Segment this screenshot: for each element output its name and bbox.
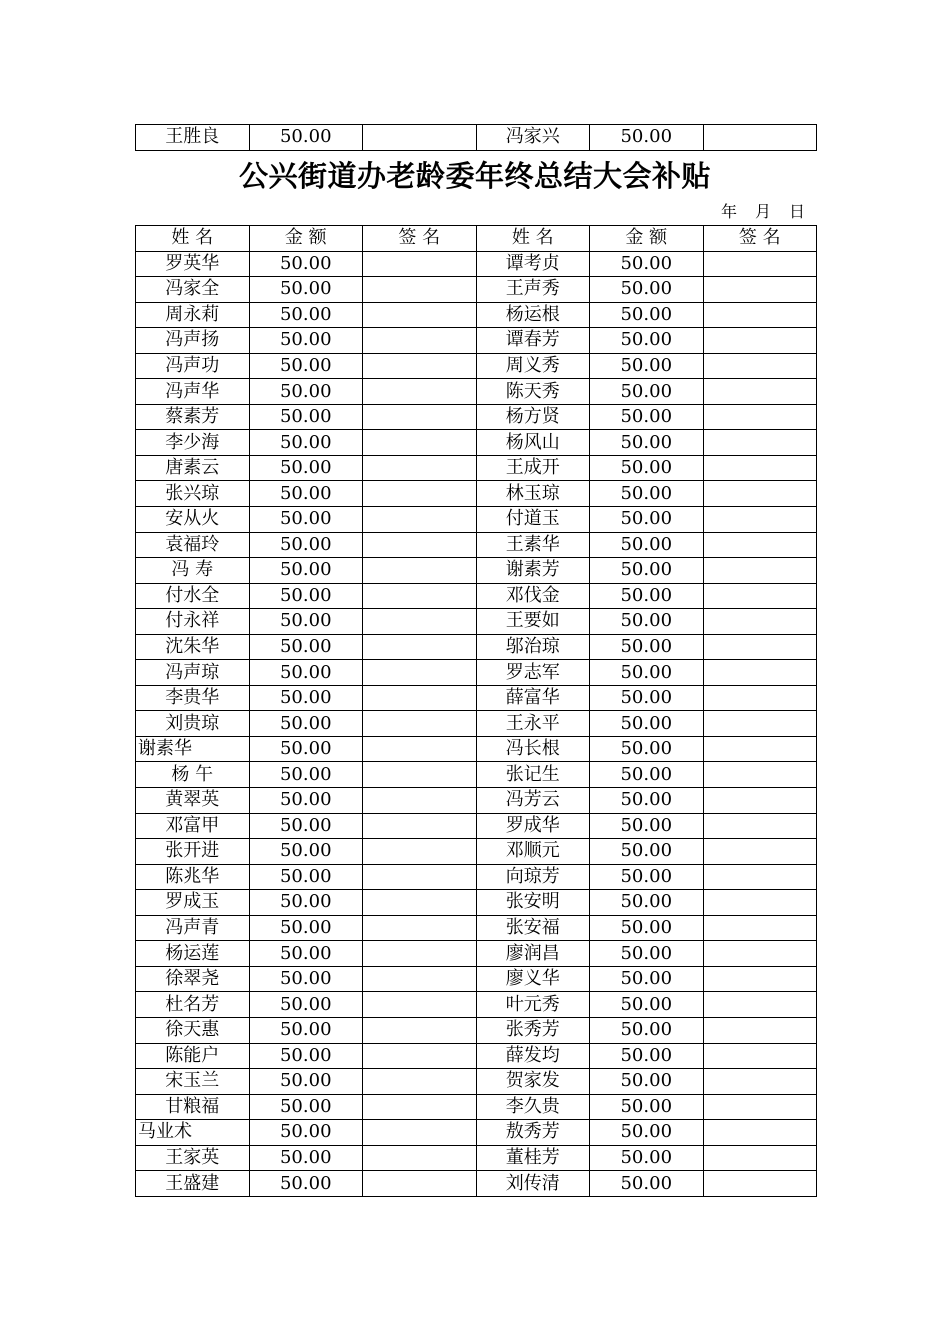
- name-cell: 李贵华: [136, 685, 250, 711]
- amount-cell: 50.00: [590, 1043, 704, 1069]
- signature-cell: [363, 966, 477, 992]
- signature-cell: [703, 660, 817, 686]
- amount-cell: 50.00: [590, 813, 704, 839]
- amount-cell: 50.00: [249, 711, 363, 737]
- signature-cell: [363, 328, 477, 354]
- name-cell: 张记生: [476, 762, 590, 788]
- signature-cell: [703, 328, 817, 354]
- amount-cell: 50.00: [590, 507, 704, 533]
- name-cell: 周义秀: [476, 353, 590, 379]
- name-cell: 王胜良: [136, 125, 250, 151]
- table-row: [136, 992, 817, 1018]
- name-cell: 向琼芳: [476, 864, 590, 890]
- signature-cell: [703, 353, 817, 379]
- name-cell: 徐翠尧: [136, 966, 250, 992]
- amount-cell: 50.00: [249, 609, 363, 635]
- carry-over-table: [135, 124, 817, 151]
- amount-cell: 50.00: [590, 941, 704, 967]
- table-row: [136, 532, 817, 558]
- name-cell: 周永莉: [136, 302, 250, 328]
- amount-cell: 50.00: [590, 864, 704, 890]
- name-cell: 李久贵: [476, 1094, 590, 1120]
- name-cell: 杜名芳: [136, 992, 250, 1018]
- signature-cell: [363, 251, 477, 277]
- name-cell: 冯声扬: [136, 328, 250, 354]
- name-cell: 冯 寿: [136, 558, 250, 584]
- amount-cell: 50.00: [249, 1145, 363, 1171]
- name-cell: 贺家发: [476, 1069, 590, 1095]
- amount-cell: 50.00: [249, 1120, 363, 1146]
- name-cell: 罗成华: [476, 813, 590, 839]
- signature-cell: [363, 455, 477, 481]
- table-row: [136, 404, 817, 430]
- amount-cell: 50.00: [249, 660, 363, 686]
- signature-cell: [363, 711, 477, 737]
- amount-cell: 50.00: [590, 455, 704, 481]
- name-cell: 蔡素芳: [136, 404, 250, 430]
- signature-cell: [703, 455, 817, 481]
- signature-cell: [703, 532, 817, 558]
- signature-cell: [703, 966, 817, 992]
- name-cell: 林玉琼: [476, 481, 590, 507]
- name-cell: 谢素华: [136, 736, 250, 762]
- name-cell: 邓伐金: [476, 583, 590, 609]
- amount-cell: 50.00: [590, 711, 704, 737]
- signature-cell: [703, 251, 817, 277]
- header-name: 姓 名: [476, 226, 590, 252]
- amount-cell: 50.00: [590, 1069, 704, 1095]
- name-cell: 冯声琼: [136, 660, 250, 686]
- amount-cell: 50.00: [590, 353, 704, 379]
- amount-cell: 50.00: [249, 685, 363, 711]
- name-cell: 甘粮福: [136, 1094, 250, 1120]
- amount-cell: 50.00: [249, 507, 363, 533]
- name-cell: 付道玉: [476, 507, 590, 533]
- signature-cell: [703, 1145, 817, 1171]
- name-cell: 廖润昌: [476, 941, 590, 967]
- signature-cell: [703, 583, 817, 609]
- table-row: [136, 864, 817, 890]
- header-name: 姓 名: [136, 226, 250, 252]
- name-cell: 徐天惠: [136, 1017, 250, 1043]
- name-cell: 冯声华: [136, 379, 250, 405]
- amount-cell: 50.00: [590, 1145, 704, 1171]
- name-cell: 唐素云: [136, 455, 250, 481]
- header-signature: 签 名: [363, 226, 477, 252]
- signature-cell: [363, 302, 477, 328]
- name-cell: 张安福: [476, 915, 590, 941]
- amount-cell: 50.00: [590, 839, 704, 865]
- amount-cell: 50.00: [590, 1094, 704, 1120]
- amount-cell: 50.00: [249, 736, 363, 762]
- amount-cell: 50.00: [590, 915, 704, 941]
- name-cell: 叶元秀: [476, 992, 590, 1018]
- table-row: [136, 788, 817, 814]
- name-cell: 付水全: [136, 583, 250, 609]
- amount-cell: 50.00: [249, 813, 363, 839]
- name-cell: 杨运根: [476, 302, 590, 328]
- signature-cell: [363, 788, 477, 814]
- amount-cell: 50.00: [590, 558, 704, 584]
- amount-cell: 50.00: [249, 1043, 363, 1069]
- amount-cell: 50.00: [590, 1120, 704, 1146]
- subsidy-table: [135, 225, 817, 1197]
- table-row: [136, 685, 817, 711]
- name-cell: 刘贵琼: [136, 711, 250, 737]
- name-cell: 张开进: [136, 839, 250, 865]
- table-row: [136, 1043, 817, 1069]
- amount-cell: 50.00: [249, 481, 363, 507]
- amount-cell: 50.00: [249, 1094, 363, 1120]
- table-row: [136, 430, 817, 456]
- name-cell: 杨风山: [476, 430, 590, 456]
- name-cell: 敖秀芳: [476, 1120, 590, 1146]
- amount-cell: 50.00: [590, 890, 704, 916]
- signature-cell: [363, 813, 477, 839]
- amount-cell: 50.00: [249, 966, 363, 992]
- table-row: [136, 634, 817, 660]
- amount-cell: 50.00: [249, 1171, 363, 1197]
- signature-cell: [363, 353, 477, 379]
- signature-cell: [703, 125, 817, 151]
- signature-cell: [703, 941, 817, 967]
- amount-cell: 50.00: [249, 404, 363, 430]
- name-cell: 廖义华: [476, 966, 590, 992]
- amount-cell: 50.00: [590, 583, 704, 609]
- signature-cell: [703, 1017, 817, 1043]
- amount-cell: 50.00: [249, 302, 363, 328]
- name-cell: 张秀芳: [476, 1017, 590, 1043]
- signature-cell: [363, 685, 477, 711]
- signature-cell: [703, 277, 817, 303]
- table-row: [136, 302, 817, 328]
- signature-cell: [703, 430, 817, 456]
- name-cell: 邓富甲: [136, 813, 250, 839]
- signature-cell: [703, 813, 817, 839]
- signature-cell: [363, 1017, 477, 1043]
- amount-cell: 50.00: [249, 992, 363, 1018]
- name-cell: 谢素芳: [476, 558, 590, 584]
- table-row: [136, 353, 817, 379]
- amount-cell: 50.00: [590, 762, 704, 788]
- name-cell: 宋玉兰: [136, 1069, 250, 1095]
- signature-cell: [363, 992, 477, 1018]
- name-cell: 冯芳云: [476, 788, 590, 814]
- signature-cell: [363, 941, 477, 967]
- table-row: [136, 711, 817, 737]
- signature-cell: [363, 609, 477, 635]
- signature-cell: [363, 915, 477, 941]
- amount-cell: 50.00: [249, 634, 363, 660]
- signature-cell: [703, 762, 817, 788]
- amount-cell: 50.00: [590, 788, 704, 814]
- signature-cell: [363, 583, 477, 609]
- signature-cell: [703, 915, 817, 941]
- amount-cell: 50.00: [249, 915, 363, 941]
- name-cell: 陈兆华: [136, 864, 250, 890]
- amount-cell: 50.00: [249, 379, 363, 405]
- name-cell: 刘传清: [476, 1171, 590, 1197]
- amount-cell: 50.00: [590, 532, 704, 558]
- table-row: [136, 941, 817, 967]
- name-cell: 董桂芳: [476, 1145, 590, 1171]
- table-row: [136, 1120, 817, 1146]
- table-row: [136, 125, 817, 151]
- amount-cell: 50.00: [590, 1017, 704, 1043]
- amount-cell: 50.00: [249, 941, 363, 967]
- signature-cell: [703, 685, 817, 711]
- signature-cell: [703, 302, 817, 328]
- name-cell: 邬治琼: [476, 634, 590, 660]
- name-cell: 冯长根: [476, 736, 590, 762]
- amount-cell: 50.00: [249, 251, 363, 277]
- table-row: [136, 328, 817, 354]
- table-row: [136, 481, 817, 507]
- amount-cell: 50.00: [590, 277, 704, 303]
- signature-cell: [363, 1171, 477, 1197]
- name-cell: 薛发均: [476, 1043, 590, 1069]
- signature-cell: [703, 1069, 817, 1095]
- signature-cell: [363, 736, 477, 762]
- name-cell: 马业术: [136, 1120, 250, 1146]
- name-cell: 杨运莲: [136, 941, 250, 967]
- amount-cell: 50.00: [590, 660, 704, 686]
- table-row: [136, 251, 817, 277]
- name-cell: 王永平: [476, 711, 590, 737]
- signature-cell: [363, 1069, 477, 1095]
- table-row: [136, 609, 817, 635]
- amount-cell: 50.00: [249, 430, 363, 456]
- amount-cell: 50.00: [249, 864, 363, 890]
- table-row: [136, 1094, 817, 1120]
- table-row: [136, 966, 817, 992]
- signature-cell: [363, 1120, 477, 1146]
- signature-cell: [363, 379, 477, 405]
- amount-cell: 50.00: [249, 762, 363, 788]
- table-row: [136, 277, 817, 303]
- table-row: [136, 379, 817, 405]
- name-cell: 沈朱华: [136, 634, 250, 660]
- signature-cell: [363, 1145, 477, 1171]
- table-row: [136, 1145, 817, 1171]
- amount-cell: 50.00: [249, 328, 363, 354]
- signature-cell: [363, 430, 477, 456]
- date-line: 年 月 日: [720, 202, 806, 221]
- signature-cell: [703, 736, 817, 762]
- signature-cell: [703, 507, 817, 533]
- name-cell: 谭考贞: [476, 251, 590, 277]
- name-cell: 冯声功: [136, 353, 250, 379]
- name-cell: 罗成玉: [136, 890, 250, 916]
- amount-cell: 50.00: [590, 634, 704, 660]
- name-cell: 王声秀: [476, 277, 590, 303]
- table-row: [136, 890, 817, 916]
- signature-cell: [703, 992, 817, 1018]
- signature-cell: [363, 660, 477, 686]
- name-cell: 王成开: [476, 455, 590, 481]
- header-amount: 金 额: [590, 226, 704, 252]
- name-cell: 安从火: [136, 507, 250, 533]
- amount-cell: 50.00: [590, 992, 704, 1018]
- signature-cell: [703, 864, 817, 890]
- amount-cell: 50.00: [249, 455, 363, 481]
- signature-cell: [703, 481, 817, 507]
- name-cell: 黄翠英: [136, 788, 250, 814]
- name-cell: 杨方贤: [476, 404, 590, 430]
- name-cell: 罗英华: [136, 251, 250, 277]
- signature-cell: [363, 404, 477, 430]
- amount-cell: 50.00: [590, 379, 704, 405]
- signature-cell: [363, 507, 477, 533]
- amount-cell: 50.00: [590, 404, 704, 430]
- signature-cell: [363, 864, 477, 890]
- signature-cell: [363, 762, 477, 788]
- name-cell: 李少海: [136, 430, 250, 456]
- amount-cell: 50.00: [590, 1171, 704, 1197]
- name-cell: 冯家兴: [476, 125, 590, 151]
- amount-cell: 50.00: [590, 430, 704, 456]
- table-row: [136, 915, 817, 941]
- signature-cell: [703, 558, 817, 584]
- name-cell: 王素华: [476, 532, 590, 558]
- name-cell: 王家英: [136, 1145, 250, 1171]
- signature-cell: [703, 634, 817, 660]
- table-row: [136, 1171, 817, 1197]
- signature-cell: [363, 1094, 477, 1120]
- table-row: [136, 1069, 817, 1095]
- signature-cell: [363, 125, 477, 151]
- signature-cell: [703, 1043, 817, 1069]
- name-cell: 王盛建: [136, 1171, 250, 1197]
- name-cell: 张兴琼: [136, 481, 250, 507]
- table-row: [136, 762, 817, 788]
- amount-cell: 50.00: [590, 609, 704, 635]
- amount-cell: 50.00: [249, 353, 363, 379]
- amount-cell: 50.00: [249, 277, 363, 303]
- amount-cell: 50.00: [249, 583, 363, 609]
- signature-cell: [703, 890, 817, 916]
- name-cell: 杨 午: [136, 762, 250, 788]
- table-row: [136, 583, 817, 609]
- amount-cell: 50.00: [249, 1069, 363, 1095]
- signature-cell: [363, 890, 477, 916]
- table-row: [136, 455, 817, 481]
- amount-cell: 50.00: [249, 890, 363, 916]
- amount-cell: 50.00: [590, 685, 704, 711]
- table-row: [136, 736, 817, 762]
- table-row: [136, 813, 817, 839]
- table-row: [136, 558, 817, 584]
- signature-cell: [703, 788, 817, 814]
- signature-cell: [363, 839, 477, 865]
- table-row: [136, 1017, 817, 1043]
- table-row: [136, 839, 817, 865]
- amount-cell: 50.00: [249, 788, 363, 814]
- name-cell: 罗志军: [476, 660, 590, 686]
- amount-cell: 50.00: [590, 736, 704, 762]
- signature-cell: [703, 711, 817, 737]
- amount-cell: 50.00: [249, 125, 363, 151]
- signature-cell: [703, 1120, 817, 1146]
- name-cell: 陈能户: [136, 1043, 250, 1069]
- amount-cell: 50.00: [590, 481, 704, 507]
- signature-cell: [703, 404, 817, 430]
- name-cell: 薛富华: [476, 685, 590, 711]
- amount-cell: 50.00: [249, 558, 363, 584]
- header-amount: 金 额: [249, 226, 363, 252]
- signature-cell: [363, 634, 477, 660]
- page-title: 公兴街道办老龄委年终总结大会补贴: [238, 159, 711, 193]
- signature-cell: [363, 277, 477, 303]
- table-row: [136, 507, 817, 533]
- name-cell: 付永祥: [136, 609, 250, 635]
- amount-cell: 50.00: [590, 966, 704, 992]
- name-cell: 邓顺元: [476, 839, 590, 865]
- amount-cell: 50.00: [590, 251, 704, 277]
- signature-cell: [703, 379, 817, 405]
- signature-cell: [363, 481, 477, 507]
- name-cell: 王要如: [476, 609, 590, 635]
- signature-cell: [363, 532, 477, 558]
- amount-cell: 50.00: [249, 839, 363, 865]
- signature-cell: [363, 558, 477, 584]
- name-cell: 张安明: [476, 890, 590, 916]
- signature-cell: [363, 1043, 477, 1069]
- name-cell: 谭春芳: [476, 328, 590, 354]
- name-cell: 陈天秀: [476, 379, 590, 405]
- table-row: [136, 660, 817, 686]
- amount-cell: 50.00: [590, 302, 704, 328]
- amount-cell: 50.00: [249, 532, 363, 558]
- signature-cell: [703, 839, 817, 865]
- amount-cell: 50.00: [590, 125, 704, 151]
- signature-cell: [703, 1094, 817, 1120]
- name-cell: 冯声青: [136, 915, 250, 941]
- name-cell: 冯家全: [136, 277, 250, 303]
- amount-cell: 50.00: [249, 1017, 363, 1043]
- signature-cell: [703, 1171, 817, 1197]
- signature-cell: [703, 609, 817, 635]
- header-signature: 签 名: [703, 226, 817, 252]
- header-row: [136, 226, 817, 252]
- name-cell: 袁福玲: [136, 532, 250, 558]
- amount-cell: 50.00: [590, 328, 704, 354]
